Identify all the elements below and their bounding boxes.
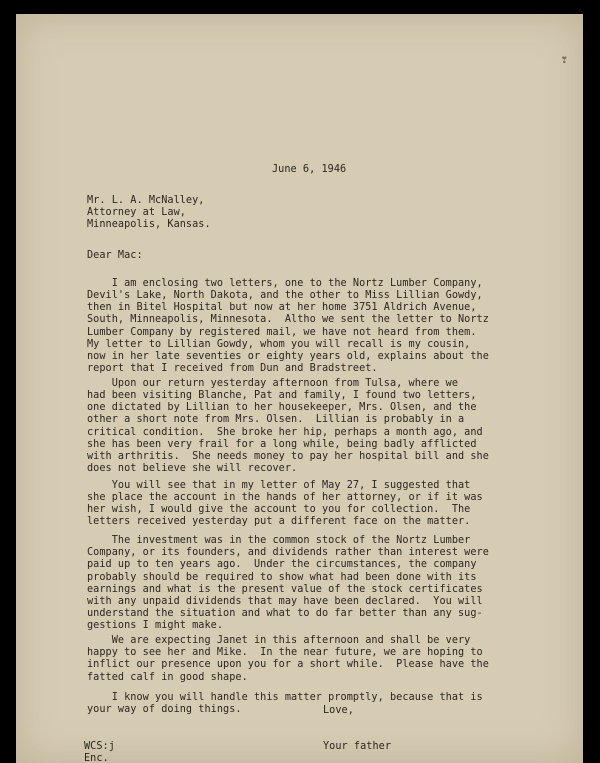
paragraph-line: You will see that in my letter of May 27, I suggested that bbox=[87, 480, 471, 491]
paragraph-line: happy to see her and Mike. In the near future, we are hoping to bbox=[87, 647, 483, 659]
letter-page bbox=[16, 14, 583, 763]
signoff: Your father bbox=[323, 741, 392, 752]
paragraph-line: fatted calf in good shape. bbox=[87, 671, 248, 683]
recipient-line: Mr. L. A. McNalley, bbox=[87, 195, 205, 206]
paragraph-line: We are expecting Janet in this afternoon and shall be very bbox=[87, 635, 471, 646]
salutation: Dear Mac: bbox=[87, 250, 143, 261]
paragraph-line: paid up to ten years ago. Under the circumstances, the company bbox=[87, 559, 477, 571]
paragraph-line: report that I received from Dun and Bradstreet. bbox=[87, 363, 378, 375]
paragraph-line: The investment was in the common stock of the Nortz Lumber bbox=[87, 535, 471, 546]
paragraph-line: letters received yesterday put a different face on the matter. bbox=[87, 516, 471, 528]
paragraph-line: I know you will handle this matter promptly, because that is bbox=[87, 692, 483, 703]
recipient-line: Attorney at Law, bbox=[87, 207, 186, 218]
paragraph-line: I am enclosing two letters, one to the Nortz Lumber Company, bbox=[87, 278, 483, 289]
paragraph-line: with any unpaid dividends that may have been declared. You will bbox=[87, 595, 483, 607]
paragraph-line: inflict our presence upon you for a short while. Please have the bbox=[87, 659, 489, 671]
paragraph-line: with arthritis. She needs money to pay her hospital bill and she bbox=[87, 450, 489, 462]
paragraph-line: South, Minneapolis, Minnesota. Altho we sent the letter to Nortz bbox=[87, 314, 489, 326]
paragraph-line: understand the situation and what to do far better than any sug- bbox=[87, 607, 483, 619]
paragraph-line: your way of doing things. bbox=[87, 704, 242, 716]
paragraph-line: then in Bitel Hospital but now at her home 3751 Aldrich Avenue, bbox=[87, 302, 477, 314]
paragraph-line: she has been very frail for a long while, being badly afflicted bbox=[87, 438, 477, 450]
paragraph-line: other a short note from Mrs. Olsen. Lillian is probably in a bbox=[87, 414, 465, 426]
corner-mark: ❣ bbox=[561, 53, 568, 66]
paragraph-line: Upon our return yesterday afternoon from Tulsa, where we bbox=[87, 378, 459, 389]
paragraph-line: probably should be required to show what had been done with its bbox=[87, 571, 477, 583]
paragraph-line: gestions I might make. bbox=[87, 620, 224, 631]
closing: Love, bbox=[323, 705, 354, 716]
typist-initials: WCS:j bbox=[84, 741, 115, 752]
paragraph-line: her wish, I would give the account to you for collection. The bbox=[87, 504, 471, 516]
paragraph-line: Lumber Company by registered mail, we have not heard from them. bbox=[87, 326, 477, 338]
paragraph-line: critical condition. She broke her hip, perhaps a month ago, and bbox=[87, 426, 483, 438]
paragraph-line: one dictated by Lillian to her housekeeper, Mrs. Olsen, and the bbox=[87, 402, 477, 414]
letter-date: June 6, 1946 bbox=[272, 164, 347, 175]
paragraph-line: My letter to Lillian Gowdy, whom you will recall is my cousin, bbox=[87, 338, 471, 350]
recipient-line: Minneapolis, Kansas. bbox=[87, 219, 211, 230]
paragraph-line: Company, or its founders, and dividends rather than interest were bbox=[87, 547, 489, 559]
enclosure-note: Enc. bbox=[84, 753, 109, 763]
paragraph-line: earnings and what is the present value of the stock certificates bbox=[87, 583, 483, 595]
paragraph-line: she place the account in the hands of her attorney, or if it was bbox=[87, 492, 483, 504]
paragraph-line: had been visiting Blanche, Pat and family, I found two letters, bbox=[87, 390, 477, 402]
paragraph-line: does not believe she will recover. bbox=[87, 463, 298, 475]
paragraph-line: Devil's Lake, North Dakota, and the other to Miss Lillian Gowdy, bbox=[87, 290, 483, 302]
paragraph-line: now in her late seventies or eighty years old, explains about the bbox=[87, 350, 489, 362]
